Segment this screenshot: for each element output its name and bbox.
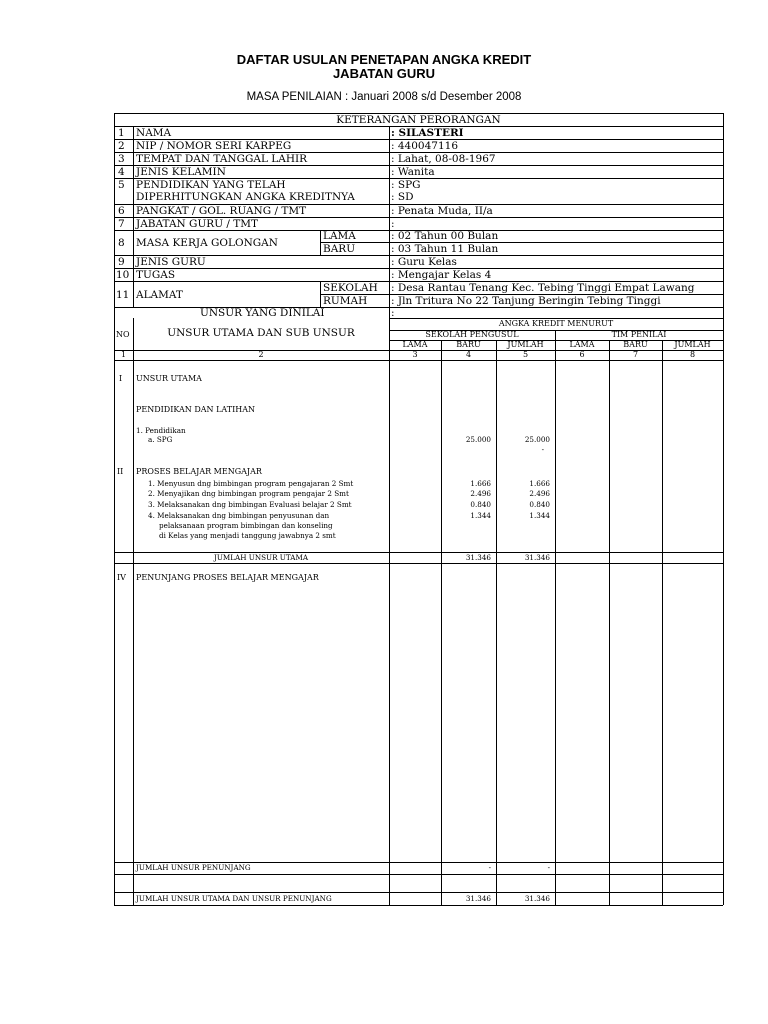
row-label: ALAMAT — [136, 289, 183, 301]
section-number: II — [117, 467, 124, 476]
col-number: 6 — [579, 350, 585, 359]
value-dash: - — [541, 445, 544, 454]
row-label: JENIS GURU — [136, 256, 206, 268]
value-jumlah: 0.840 — [529, 500, 550, 509]
value-baru: 1.344 — [470, 511, 491, 520]
value-jumlah: 25.000 — [524, 435, 550, 444]
section-title-unsur-utama: UNSUR UTAMA — [136, 374, 202, 383]
row-value: : Wanita — [391, 166, 435, 178]
row-label: JENIS KELAMIN — [136, 166, 226, 178]
col-number: 4 — [465, 350, 472, 359]
row-value: : Penata Muda, II/a — [391, 205, 493, 217]
value-baru: 0.840 — [470, 500, 491, 509]
subsection-pendidikan: PENDIDIKAN DAN LATIHAN — [136, 405, 255, 414]
item-spg: a. SPG — [148, 435, 173, 444]
value-jumlah: 1.666 — [529, 479, 550, 488]
header-tim-penilai: TIM PENILAI — [611, 330, 667, 339]
row-label: NIP / NOMOR SERI KARPEG — [136, 140, 292, 152]
value-jumlah: 31.346 — [524, 553, 550, 562]
header-jumlah: JUMLAH — [507, 340, 544, 349]
value-jumlah: 2.496 — [529, 489, 550, 498]
item-pendidikan: 1. Pendidikan — [136, 426, 186, 435]
row-label: TUGAS — [136, 269, 176, 281]
row-label: MASA KERJA GOLONGAN — [136, 237, 278, 249]
section-number: I — [119, 374, 123, 383]
lama-value: : 02 Tahun 00 Bulan — [391, 230, 499, 242]
jumlah-penunjang-label: JUMLAH UNSUR PENUNJANG — [136, 863, 251, 872]
section-title-penunjang: PENUNJANG PROSES BELAJAR MENGAJAR — [136, 573, 319, 582]
header-angka-kredit: ANGKA KREDIT MENURUT — [498, 319, 614, 328]
row-value: : 440047116 — [391, 140, 458, 152]
header-baru: BARU — [456, 340, 481, 349]
jumlah-utama-label: JUMLAH UNSUR UTAMA — [213, 553, 309, 562]
header-lama: LAMA — [402, 340, 428, 349]
item-text: 4. Melaksanakan dng bimbingan penyusunan dan — [148, 511, 330, 520]
baru-value: : 03 Tahun 11 Bulan — [391, 243, 499, 255]
header-tim-jumlah: JUMLAH — [674, 340, 711, 349]
value-baru: 31.346 — [465, 553, 491, 562]
value-baru: 2.496 — [470, 489, 491, 498]
row-label: JABATAN GURU / TMT — [136, 218, 259, 230]
rumah-label: RUMAH — [323, 295, 368, 307]
row-value: : — [391, 307, 395, 319]
sekolah-value: : Desa Rantau Tenang Kec. Tebing Tinggi Empat Lawang — [391, 282, 695, 294]
row-number: 1 — [118, 127, 125, 139]
row-value: : Mengajar Kelas 4 — [391, 269, 492, 281]
header-no: NO — [116, 330, 130, 339]
header-sekolah-pengusul: SEKOLAH PENGUSUL — [425, 330, 519, 339]
header-tim-lama: LAMA — [569, 340, 595, 349]
row-value: : — [391, 218, 395, 230]
value-jumlah: 1.344 — [529, 511, 550, 520]
row-number: 2 — [118, 140, 125, 152]
row-number: 5 — [118, 179, 125, 191]
value-jumlah: - — [547, 863, 550, 872]
row-number: 8 — [118, 237, 125, 249]
value-baru: - — [488, 863, 491, 872]
row-label: PENDIDIKAN YANG TELAH — [136, 179, 286, 191]
rumah-value: : Jln Tritura No 22 Tanjung Beringin Tebing Tinggi — [391, 295, 661, 307]
document-subtitle: JABATAN GURU — [332, 66, 436, 81]
row-number: 9 — [118, 256, 125, 268]
col-number: 7 — [632, 350, 639, 359]
item-text-continued: di Kelas yang menjadi tanggung jawabnya 2 smt — [159, 531, 336, 540]
col-number: 3 — [412, 350, 418, 359]
value-jumlah: 31.346 — [524, 894, 550, 903]
header-tim-baru: BARU — [623, 340, 648, 349]
col-number: 5 — [522, 350, 529, 359]
row-number: 10 — [116, 269, 130, 281]
row-label: TEMPAT DAN TANGGAL LAHIR — [136, 153, 308, 165]
section-number: IV — [117, 573, 126, 582]
item-text: 3. Melaksanakan dng bimbingan Evaluasi belajar 2 Smt — [148, 500, 352, 509]
row-number: 7 — [118, 218, 125, 230]
row-value: : SILASTERI — [391, 127, 464, 139]
row-number: 6 — [118, 205, 125, 217]
jumlah-total-label: JUMLAH UNSUR UTAMA DAN UNSUR PENUNJANG — [136, 894, 332, 903]
document-title: DAFTAR USULAN PENETAPAN ANGKA KREDIT — [236, 52, 532, 67]
row-number: 11 — [116, 289, 130, 301]
item-text: 1. Menyusun dng bimbingan program pengajaran 2 Smt — [148, 479, 354, 488]
row-label: DIPERHITUNGKAN ANGKA KREDITNYA — [136, 191, 355, 203]
row-value: : SPG — [391, 179, 421, 191]
baru-label: BARU — [323, 243, 356, 255]
item-text-continued: pelaksanaan program bimbingan dan konseling — [159, 521, 333, 530]
row-number: 4 — [118, 166, 125, 178]
row-value: : Lahat, 08-08-1967 — [391, 153, 496, 165]
row-value: : SD — [391, 191, 414, 203]
section-personal-title: KETERANGAN PERORANGAN — [336, 114, 501, 126]
item-text: 2. Menyajikan dng bimbingan program pengajar 2 Smt — [148, 489, 349, 498]
lama-label: LAMA — [323, 230, 356, 242]
row-label: PANGKAT / GOL. RUANG / TMT — [136, 205, 307, 217]
sekolah-label: SEKOLAH — [323, 282, 378, 294]
col-number: 1 — [120, 350, 127, 359]
col-number: 2 — [258, 350, 264, 359]
header-unsur: UNSUR UTAMA DAN SUB UNSUR — [167, 327, 355, 339]
col-number: 8 — [689, 350, 696, 359]
value-baru: 1.666 — [470, 479, 491, 488]
assessment-period: MASA PENILAIAN : Januari 2008 s/d Desember 2008 — [246, 91, 522, 103]
row-label: UNSUR YANG DINILAI — [200, 307, 325, 319]
value-baru: 25.000 — [465, 435, 491, 444]
value-baru: 31.346 — [465, 894, 491, 903]
row-value: : Guru Kelas — [391, 256, 457, 268]
section-title-pbm: PROSES BELAJAR MENGAJAR — [136, 467, 262, 476]
row-label: NAMA — [136, 127, 172, 139]
row-number: 3 — [118, 153, 125, 165]
